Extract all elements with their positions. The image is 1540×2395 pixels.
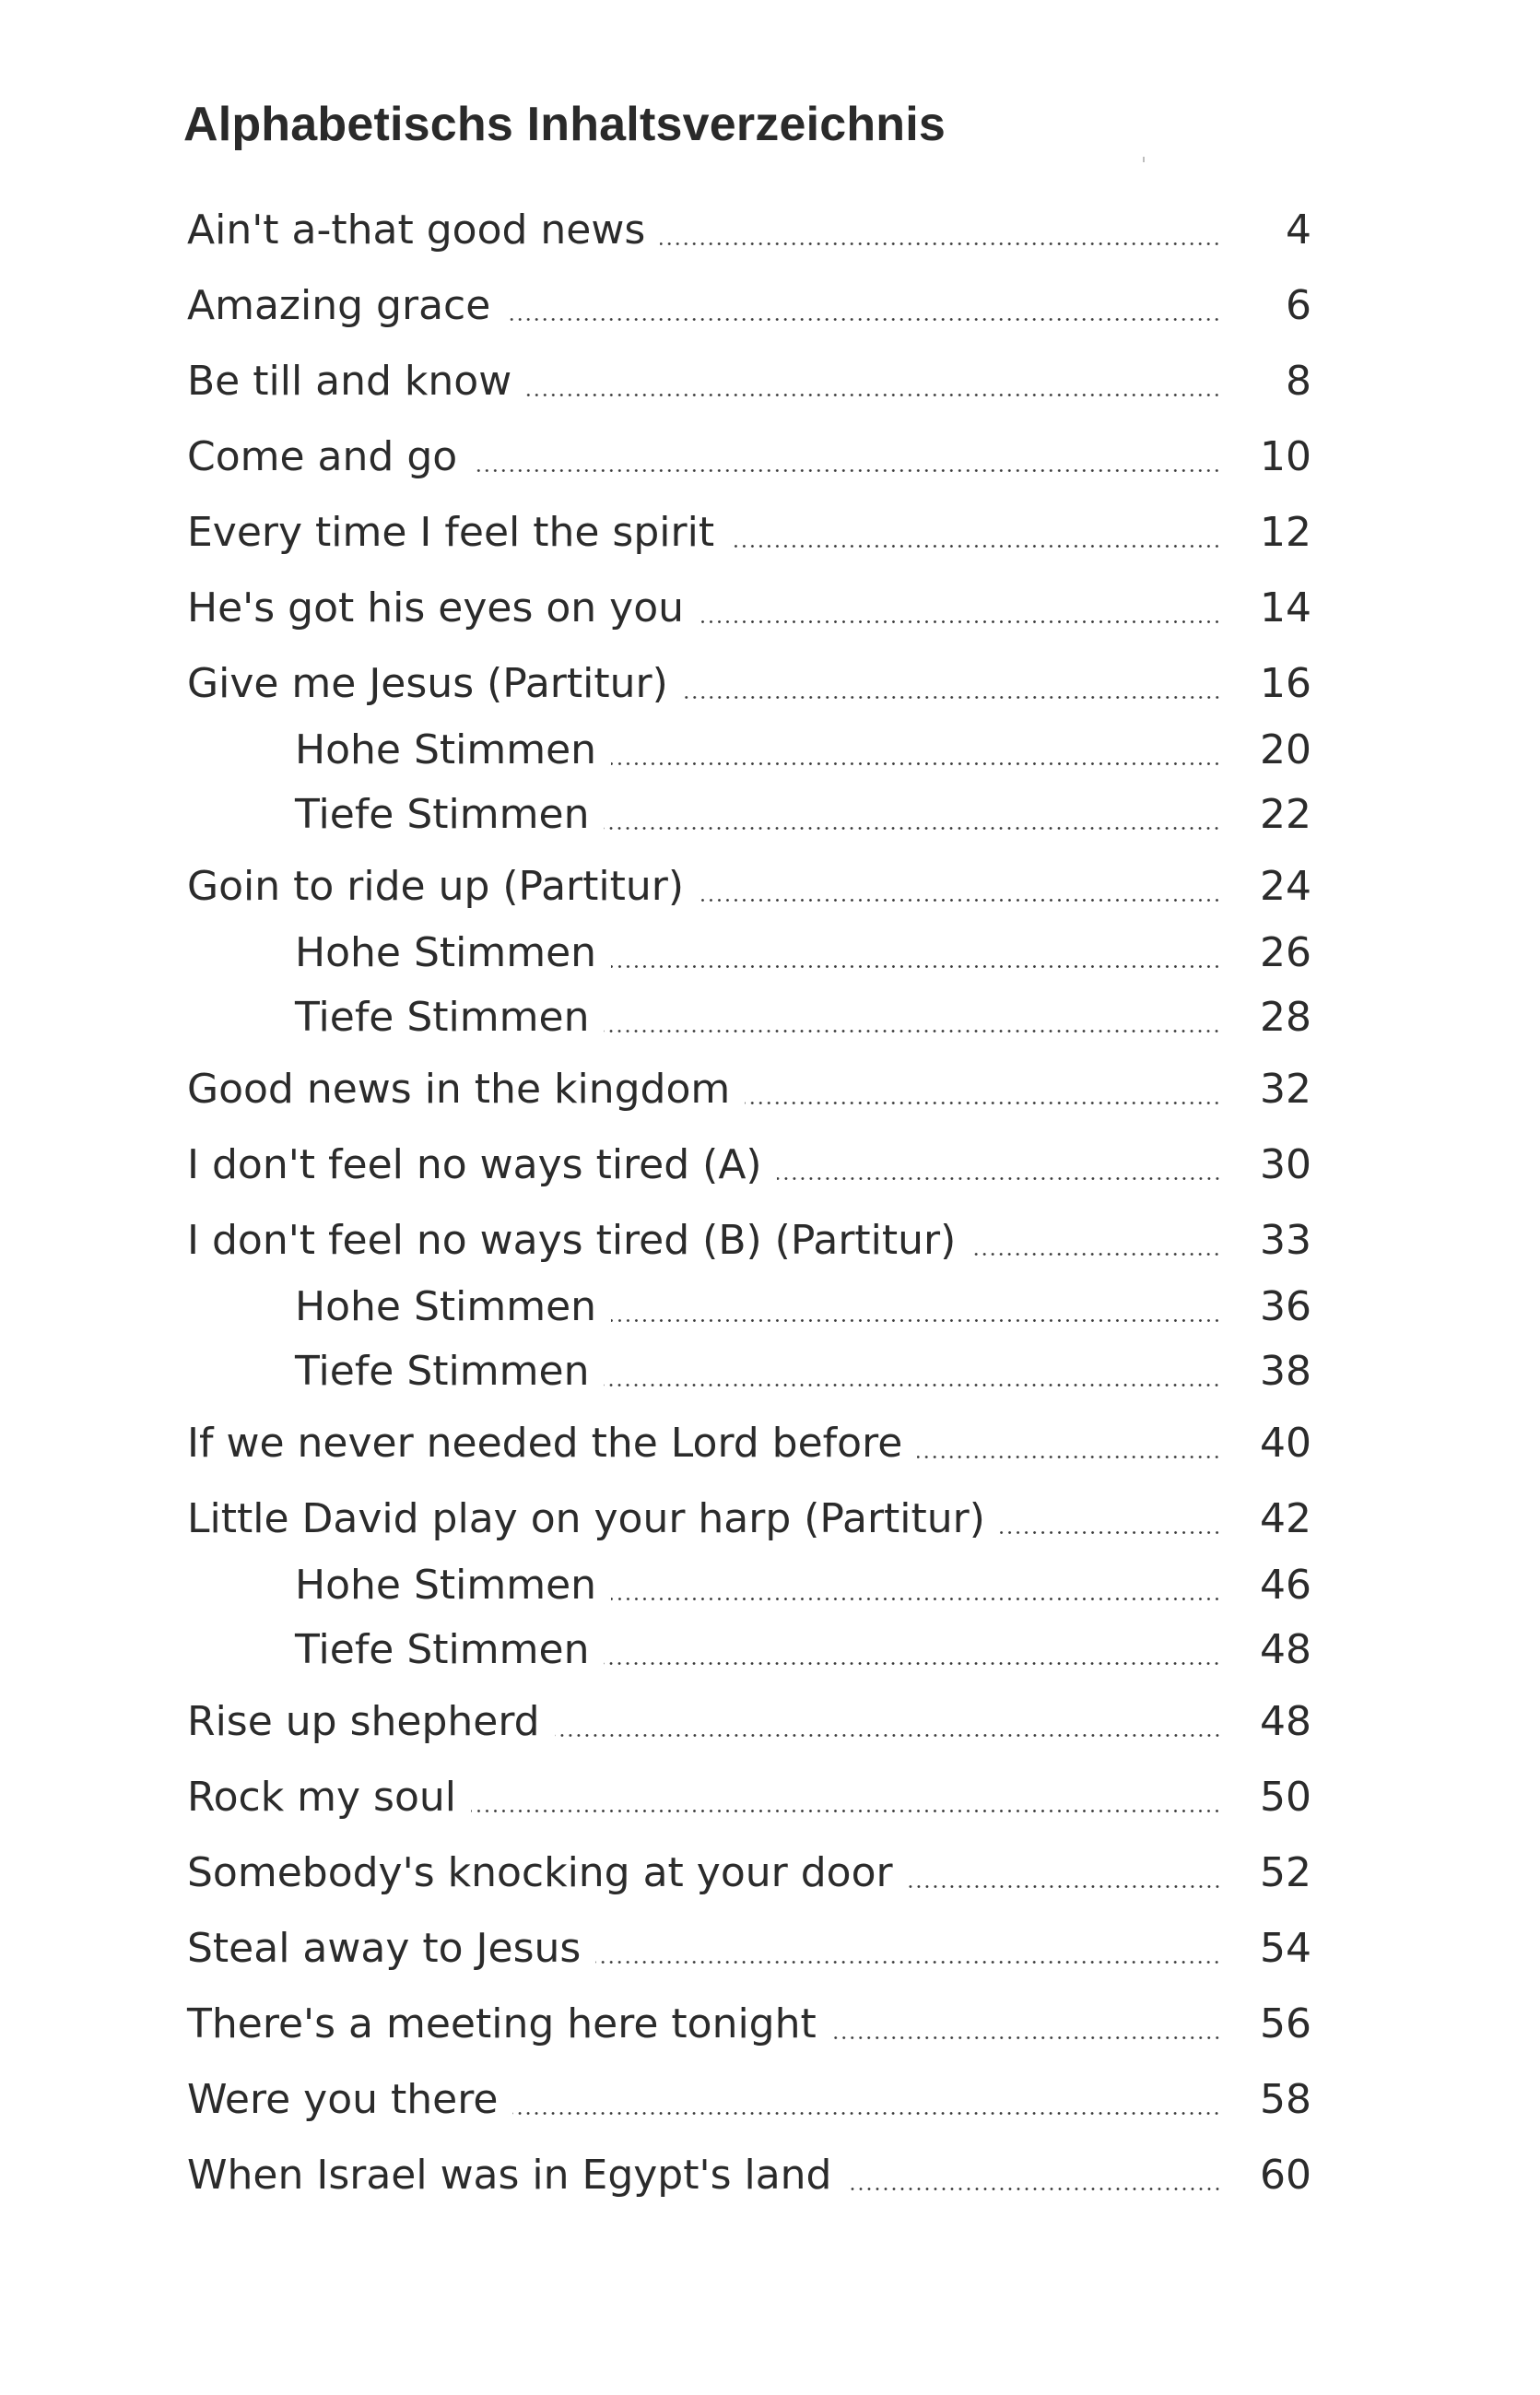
toc-entry-title: Were you there xyxy=(187,2076,499,2123)
toc-entry-title: Hohe Stimmen xyxy=(295,726,597,773)
toc-entry-title: Tiefe Stimmen xyxy=(295,1348,590,1395)
toc-entry xyxy=(187,1138,1311,1193)
toc-page-number: 28 xyxy=(1260,994,1311,1041)
toc-page-number: 42 xyxy=(1260,1495,1311,1542)
toc-page-number: 48 xyxy=(1260,1626,1311,1673)
toc-entry-title: Be till and know xyxy=(187,358,512,405)
toc-subentry xyxy=(295,1280,1311,1335)
dot-leader xyxy=(472,430,1221,485)
toc-entry-title: When Israel was in Egypt's land xyxy=(187,2152,832,2199)
toc-page-number: 40 xyxy=(1260,1420,1311,1467)
dot-leader xyxy=(699,581,1221,636)
dot-leader xyxy=(777,1138,1221,1193)
toc-page-number: 10 xyxy=(1260,433,1311,480)
toc-entry xyxy=(187,581,1311,636)
toc-page-number: 38 xyxy=(1260,1348,1311,1395)
toc-entry xyxy=(187,430,1311,485)
page-title: Alphabetischs Inhaltsverzeichnis xyxy=(182,97,946,151)
dot-leader xyxy=(611,926,1221,981)
toc-entry-title: Tiefe Stimmen xyxy=(295,791,590,838)
toc-page-number: 50 xyxy=(1260,1774,1311,1821)
toc-page-number: 6 xyxy=(1286,282,1311,329)
toc-entry-title: Somebody's knocking at your door xyxy=(187,1849,893,1896)
toc-page-number: 26 xyxy=(1260,929,1311,976)
dot-leader xyxy=(908,1846,1221,1901)
toc-entry-title: Goin to ride up (Partitur) xyxy=(187,863,685,910)
toc-entry-title: If we never needed the Lord before xyxy=(187,1420,903,1467)
toc-entry-title: Good news in the kingdom xyxy=(187,1066,731,1113)
toc-entry-title: I don't feel no ways tired (A) xyxy=(187,1141,762,1188)
toc-entry-title: I don't feel no ways tired (B) (Partitur) xyxy=(187,1217,957,1264)
toc-entry-title: Hohe Stimmen xyxy=(295,1562,597,1609)
dot-leader xyxy=(699,859,1221,914)
toc-entry xyxy=(187,203,1311,258)
dot-leader xyxy=(595,1921,1221,1976)
toc-page-number: 58 xyxy=(1260,2076,1311,2123)
toc-page-number: 16 xyxy=(1260,660,1311,707)
toc-page-number: 48 xyxy=(1260,1698,1311,1745)
dot-leader xyxy=(555,1694,1221,1750)
toc-page-number: 24 xyxy=(1260,863,1311,910)
toc-subentry xyxy=(295,990,1311,1045)
toc-entry-title: There's a meeting here tonight xyxy=(187,2000,817,2047)
dot-leader xyxy=(831,1997,1221,2052)
toc-entry-title: He's got his eyes on you xyxy=(187,584,684,631)
toc-subentry xyxy=(295,1622,1311,1678)
dot-leader xyxy=(471,1770,1221,1825)
toc-page-number: 20 xyxy=(1260,726,1311,773)
toc-page-number: 22 xyxy=(1260,791,1311,838)
toc-subentry xyxy=(295,1558,1311,1613)
toc-entry-title: Rock my soul xyxy=(187,1774,457,1821)
toc-page-number: 56 xyxy=(1260,2000,1311,2047)
toc-page-number: 8 xyxy=(1286,358,1311,405)
toc-entry xyxy=(187,859,1311,914)
dot-leader xyxy=(847,2148,1222,2203)
toc-entry xyxy=(187,2072,1311,2128)
toc-entry-title: Come and go xyxy=(187,433,458,480)
toc-page-number: 12 xyxy=(1260,509,1311,556)
toc-entry xyxy=(187,1997,1311,2052)
toc-entry xyxy=(187,278,1311,334)
dot-leader xyxy=(505,278,1221,334)
toc-entry-title: Hohe Stimmen xyxy=(295,1283,597,1330)
toc-page-number: 60 xyxy=(1260,2152,1311,2199)
toc-page-number: 4 xyxy=(1286,206,1311,254)
toc-subentry xyxy=(295,787,1311,843)
dot-leader xyxy=(604,1344,1221,1399)
toc-entry-title: Give me Jesus (Partitur) xyxy=(187,660,668,707)
toc-entry-title: Rise up shepherd xyxy=(187,1698,540,1745)
toc-page-number: 52 xyxy=(1260,1849,1311,1896)
dot-leader xyxy=(604,990,1221,1045)
toc-entry xyxy=(187,1770,1311,1825)
dot-leader xyxy=(660,203,1221,258)
toc-entry xyxy=(187,1213,1311,1268)
toc-entry-title: Every time I feel the spirit xyxy=(187,509,715,556)
dot-leader xyxy=(611,1558,1221,1613)
dot-leader xyxy=(970,1213,1221,1268)
dot-leader xyxy=(611,723,1221,778)
toc-entry xyxy=(187,354,1311,409)
toc-subentry xyxy=(295,926,1311,981)
toc-page-number: 33 xyxy=(1260,1217,1311,1264)
toc-entry xyxy=(187,1694,1311,1750)
dot-leader xyxy=(1000,1492,1221,1547)
toc-entry xyxy=(187,656,1311,712)
toc-entry xyxy=(187,505,1311,560)
toc-entry-title: Tiefe Stimmen xyxy=(295,1626,590,1673)
toc-entry xyxy=(187,1492,1311,1547)
toc-entry xyxy=(187,1416,1311,1471)
toc-entry-title: Amazing grace xyxy=(187,282,491,329)
toc-page-number: 46 xyxy=(1260,1562,1311,1609)
toc-page-number: 32 xyxy=(1260,1066,1311,1113)
toc-entry-title: Steal away to Jesus xyxy=(187,1925,582,1972)
dot-leader xyxy=(512,2072,1221,2128)
toc-page-number: 30 xyxy=(1260,1141,1311,1188)
toc-entry xyxy=(187,1062,1311,1117)
dot-leader xyxy=(729,505,1221,560)
toc-entry xyxy=(187,2148,1311,2203)
toc-subentry xyxy=(295,1344,1311,1399)
toc-entry-title: Little David play on your harp (Partitur) xyxy=(187,1495,985,1542)
dot-leader xyxy=(604,1622,1221,1678)
toc-entry xyxy=(187,1921,1311,1976)
toc-subentry xyxy=(295,723,1311,778)
toc-page-number: 14 xyxy=(1260,584,1311,631)
dot-leader xyxy=(526,354,1221,409)
dot-leader xyxy=(745,1062,1221,1117)
dot-leader xyxy=(917,1416,1221,1471)
toc-entry xyxy=(187,1846,1311,1901)
toc-page-number: 54 xyxy=(1260,1925,1311,1972)
toc-entry-title: Ain't a-that good news xyxy=(187,206,646,254)
toc-page-number: 36 xyxy=(1260,1283,1311,1330)
toc-entry-title: Tiefe Stimmen xyxy=(295,994,590,1041)
toc-entry-title: Hohe Stimmen xyxy=(295,929,597,976)
dot-leader xyxy=(604,787,1221,843)
dot-leader xyxy=(611,1280,1221,1335)
dot-leader xyxy=(683,656,1221,712)
